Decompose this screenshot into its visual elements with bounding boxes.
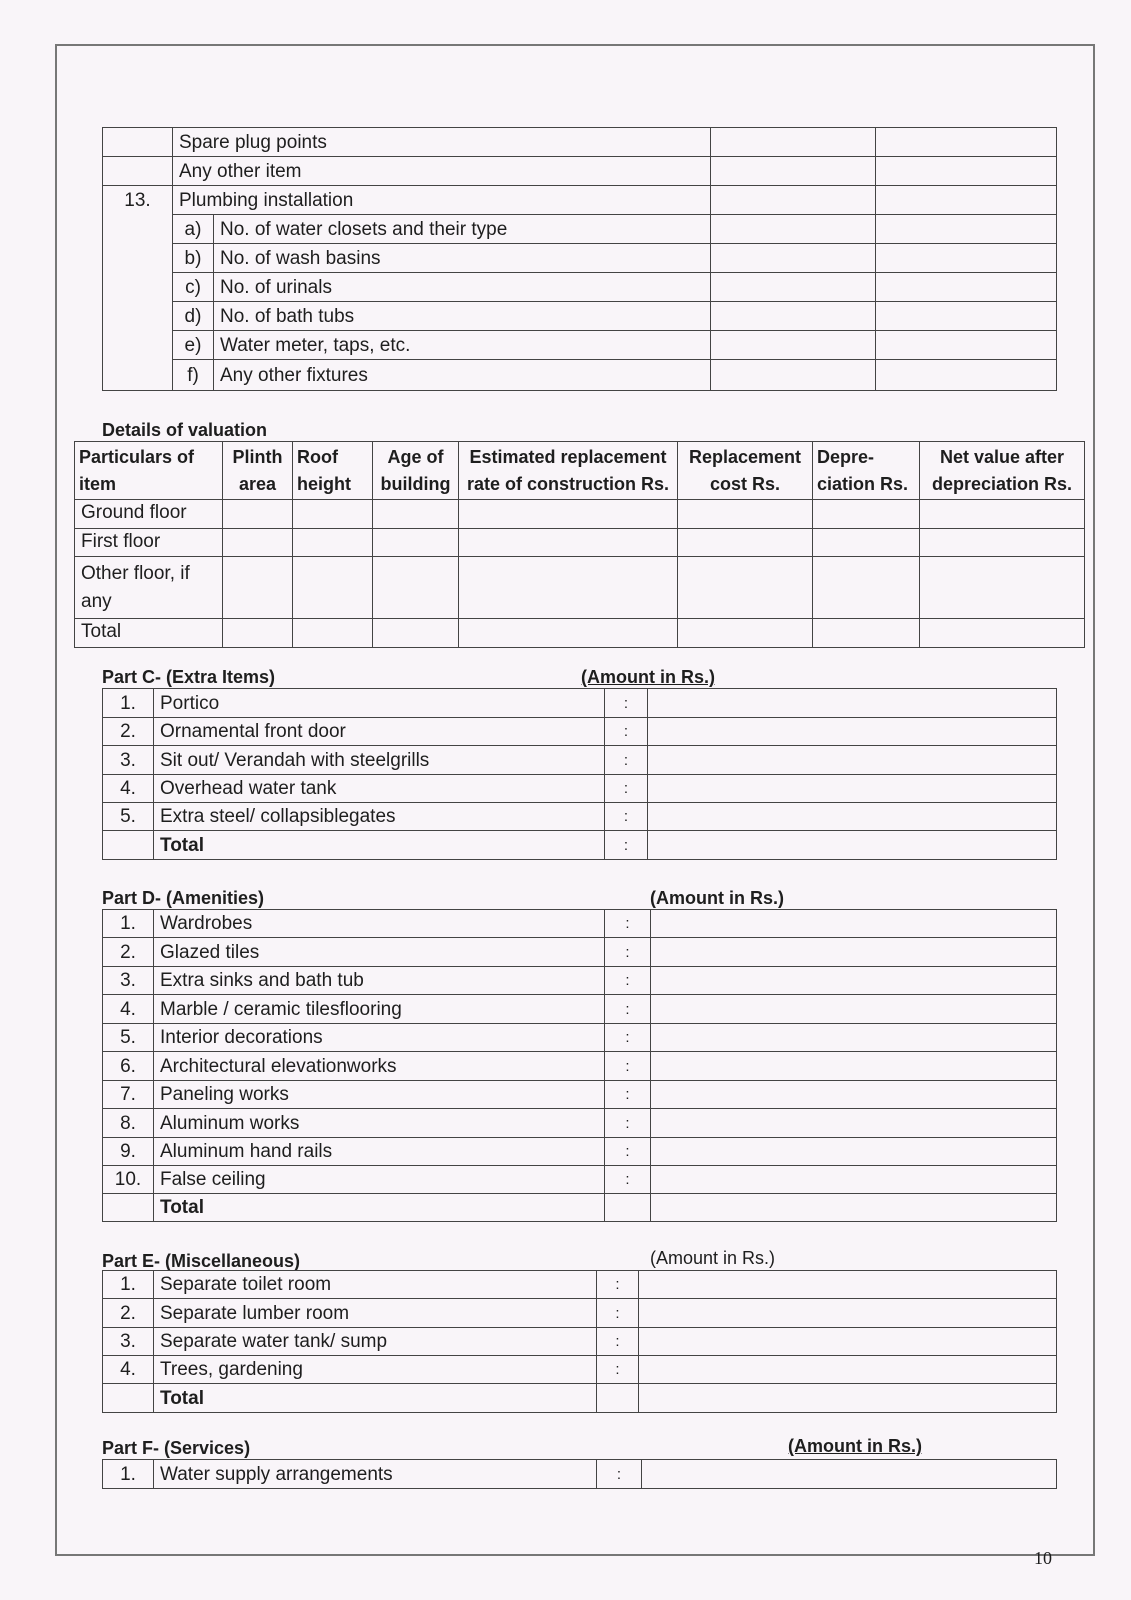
part-f-amount-label: (Amount in Rs.) <box>788 1436 922 1456</box>
plumbing-table <box>102 127 1057 391</box>
column-header: ciation Rs. <box>817 473 909 494</box>
item-number: 7. <box>103 1081 154 1109</box>
part-f-heading: Part F- (Services) <box>102 1438 251 1458</box>
table-row <box>103 128 1057 157</box>
sub-item-label: No. of water closets and their type <box>214 215 711 244</box>
item-number: 1. <box>103 1271 154 1299</box>
sub-item-label: Water meter, taps, etc. <box>214 331 711 360</box>
part-e-table <box>102 1270 1057 1413</box>
item-label: Separate lumber room <box>154 1299 597 1328</box>
column-header: Replacement <box>688 447 802 468</box>
plumbing-row-label: Any other item <box>173 157 711 186</box>
plumbing-row-label: Spare plug points <box>173 128 711 157</box>
colon-separator: : <box>605 938 651 967</box>
sub-item-letter: c) <box>173 273 214 302</box>
table-row <box>103 1166 1057 1194</box>
item-label: Architectural elevationworks <box>154 1052 605 1081</box>
item-label: Separate water tank/ sump <box>154 1328 597 1356</box>
colon-separator: : <box>605 689 648 718</box>
table-row <box>103 718 1057 746</box>
item-label: Extra sinks and bath tub <box>154 967 605 995</box>
table-row <box>103 1052 1057 1081</box>
table-row <box>103 1356 1057 1384</box>
table-row <box>103 1460 1057 1489</box>
colon-separator: : <box>605 775 648 803</box>
colon-separator: : <box>605 718 648 746</box>
sub-item-letter: a) <box>173 215 214 244</box>
column-header: item <box>79 473 117 494</box>
floor-label: First floor <box>75 529 223 557</box>
item-number: 13. <box>103 186 173 391</box>
table-row <box>103 689 1057 718</box>
colon-separator: : <box>605 967 651 995</box>
item-label: Aluminum works <box>154 1109 605 1138</box>
item-label: Aluminum hand rails <box>154 1138 605 1166</box>
item-label: Sit out/ Verandah with steelgrills <box>154 746 605 775</box>
table-row <box>103 746 1057 775</box>
sub-item-label: No. of wash basins <box>214 244 711 273</box>
total-row <box>103 1194 1057 1222</box>
table-row <box>103 1024 1057 1052</box>
item-number: 1. <box>103 1460 154 1489</box>
part-d-heading: Part D- (Amenities) <box>102 888 265 908</box>
item-label: Marble / ceramic tilesflooring <box>154 995 605 1024</box>
sub-item-label: No. of bath tubs <box>214 302 711 331</box>
colon-separator: : <box>605 803 648 831</box>
item-number: 10. <box>103 1166 154 1194</box>
item-number: 9. <box>103 1138 154 1166</box>
item-label: Interior decorations <box>154 1024 605 1052</box>
colon-separator: : <box>605 1052 651 1081</box>
table-row <box>75 619 1085 648</box>
item-label: False ceiling <box>154 1166 605 1194</box>
item-number: 5. <box>103 803 154 831</box>
table-row <box>75 500 1085 529</box>
total-row <box>103 1384 1057 1413</box>
colon-separator: : <box>605 995 651 1024</box>
sub-item-letter: e) <box>173 331 214 360</box>
sub-item-label: Any other fixtures <box>214 360 711 391</box>
table-row <box>75 529 1085 557</box>
table-row <box>103 1138 1057 1166</box>
column-header: Net value after <box>939 447 1065 468</box>
colon-separator: : <box>597 1328 639 1356</box>
table-row <box>103 186 1057 215</box>
colon-separator: : <box>597 1356 639 1384</box>
table-row <box>103 775 1057 803</box>
item-number: 5. <box>103 1024 154 1052</box>
part-e-amount-label: (Amount in Rs.) <box>650 1248 776 1268</box>
colon-separator: : <box>597 1299 639 1328</box>
part-d-amount-label: (Amount in Rs.) <box>650 888 784 908</box>
item-label: Trees, gardening <box>154 1356 597 1384</box>
table-row <box>103 967 1057 995</box>
item-number: 2. <box>103 718 154 746</box>
sub-item-letter: b) <box>173 244 214 273</box>
item-number: 3. <box>103 746 154 775</box>
column-header: Estimated replacement <box>469 447 667 468</box>
floor-label: Other floor, if any <box>75 557 223 619</box>
column-header: Depre- <box>817 447 875 468</box>
floor-label: Total <box>75 619 223 648</box>
table-row <box>103 331 1057 360</box>
column-header: rate of construction Rs. <box>466 473 670 494</box>
sub-item-label: No. of urinals <box>214 273 711 302</box>
table-row <box>103 273 1057 302</box>
colon-separator: : <box>597 1271 639 1299</box>
table-row <box>103 1299 1057 1328</box>
item-number: 2. <box>103 1299 154 1328</box>
table-row <box>103 1328 1057 1356</box>
total-label: Total <box>154 1384 597 1413</box>
table-row <box>103 1081 1057 1109</box>
table-row <box>103 803 1057 831</box>
item-label: Glazed tiles <box>154 938 605 967</box>
part-c-table <box>102 688 1057 860</box>
item-number: 8. <box>103 1109 154 1138</box>
item-label: Ornamental front door <box>154 718 605 746</box>
table-row <box>103 1271 1057 1299</box>
part-c-heading: Part C- (Extra Items) <box>102 667 276 687</box>
sub-item-letter: d) <box>173 302 214 331</box>
item-label: Extra steel/ collapsiblegates <box>154 803 605 831</box>
item-label: Overhead water tank <box>154 775 605 803</box>
total-row <box>103 831 1057 860</box>
table-row <box>103 157 1057 186</box>
item-number: 3. <box>103 1328 154 1356</box>
item-number: 6. <box>103 1052 154 1081</box>
column-header: cost Rs. <box>709 473 781 494</box>
column-header: Age of <box>387 447 444 468</box>
item-number: 1. <box>103 689 154 718</box>
item-label: Water supply arrangements <box>154 1460 597 1489</box>
table-row <box>103 215 1057 244</box>
colon-separator: : <box>605 910 651 938</box>
table-row <box>75 557 1085 619</box>
item-number: 4. <box>103 775 154 803</box>
sub-item-letter: f) <box>173 360 214 391</box>
table-row <box>103 1109 1057 1138</box>
valuation-heading: Details of valuation <box>102 420 268 440</box>
item-number: 4. <box>103 995 154 1024</box>
colon-separator: : <box>605 1081 651 1109</box>
item-number: 3. <box>103 967 154 995</box>
table-row <box>103 995 1057 1024</box>
item-label: Wardrobes <box>154 910 605 938</box>
floor-label: Ground floor <box>75 500 223 529</box>
item-label: Portico <box>154 689 605 718</box>
colon-separator: : <box>605 1166 651 1194</box>
column-header: Plinth <box>232 447 283 468</box>
colon-separator: : <box>605 1024 651 1052</box>
column-header: Roof <box>297 447 338 468</box>
total-label: Total <box>154 1194 605 1222</box>
column-header: Particulars of <box>79 447 195 468</box>
part-c-amount-label: (Amount in Rs.) <box>581 667 715 687</box>
table-row <box>103 302 1057 331</box>
valuation-table <box>74 441 1085 648</box>
colon-separator: : <box>605 831 648 860</box>
item-number: 1. <box>103 910 154 938</box>
column-header: area <box>238 473 277 494</box>
valuation-header-row <box>75 442 1085 500</box>
item-label: Separate toilet room <box>154 1271 597 1299</box>
part-d-table <box>102 909 1057 1222</box>
plumbing-title: Plumbing installation <box>173 186 711 215</box>
colon-separator: : <box>605 1138 651 1166</box>
colon-separator: : <box>605 1109 651 1138</box>
item-number: 2. <box>103 938 154 967</box>
column-header: building <box>380 473 451 494</box>
table-row <box>103 938 1057 967</box>
item-number: 4. <box>103 1356 154 1384</box>
total-label: Total <box>154 831 605 860</box>
page-number: 10 <box>1034 1548 1052 1568</box>
colon-separator: : <box>597 1460 642 1489</box>
part-e-heading: Part E- (Miscellaneous) <box>102 1251 301 1271</box>
column-header: height <box>297 473 351 494</box>
table-row <box>103 244 1057 273</box>
column-header: depreciation Rs. <box>931 473 1073 494</box>
part-f-table <box>102 1459 1057 1489</box>
item-label: Paneling works <box>154 1081 605 1109</box>
table-row <box>103 910 1057 938</box>
table-row <box>103 360 1057 391</box>
colon-separator: : <box>605 746 648 775</box>
